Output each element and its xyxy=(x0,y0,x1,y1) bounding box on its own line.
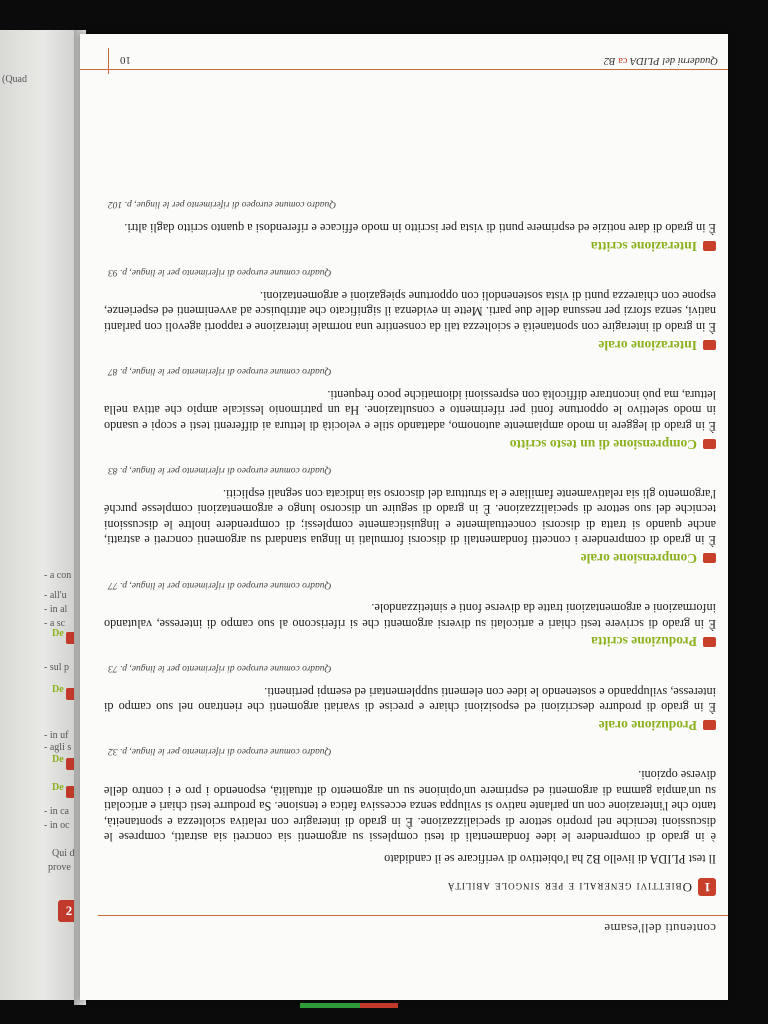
page-content xyxy=(104,186,716,906)
left-page-running-header: (Quad xyxy=(2,74,27,85)
bullet-square-icon xyxy=(703,553,716,563)
citation: Quadro comune europeo di riferimento per le lingue, p. 83 xyxy=(108,465,332,476)
left-page-fragment: - in ca xyxy=(44,806,69,817)
skill-heading-produzione-orale: Produzione orale xyxy=(104,717,716,733)
left-page-fragment: - in uf xyxy=(44,730,69,741)
skill-text: È in grado di dare notizie ed esprimere punti di vista per iscritto in modo efficace e riferendosi a quanto scritto dagli altri. xyxy=(124,221,716,235)
left-page-fragment: Qui d xyxy=(52,848,75,859)
running-header: contenuti dell'esame xyxy=(604,921,716,936)
page-footer xyxy=(80,40,728,70)
skill-heading-produzione-scritta: Produzione scritta xyxy=(104,634,716,650)
bullet-square-icon xyxy=(703,241,716,251)
footer-divider xyxy=(108,48,109,74)
skill-text: È in grado di comprendere i concetti fondamentali di discorsi formulati in lingua standard su argomenti concreti e astratti, anche quando si tratta di discorsi concettualmente e linguisticamente complessi; di comprendere inoltre le discussioni tecniche del suo settore di specializzazione. È in grado di seguire un discorso lungo e argomentazioni complesse purché l'argomento gli sia relativamente familiare e la struttura del discorso sia indicata con segnali espliciti. xyxy=(104,486,716,548)
lead-paragraph: è in grado di comprendere le idee fondamentali di testi complessi su argomenti sia concreti sia astratti, comprese le discussioni tecniche nel proprio settore di specializzazione. È in grado di interagire con relativa scioltezza e spontaneità, tanto che l'interazione con un parlante nativo si sviluppa senza eccessiva fatica e tensione. Sa produrre testi chiari e articolati su un'ampia gamma di argomenti ed esprimere un'opinione su un argomento di attualità, esponendo i pro e i contro delle diverse opzioni. xyxy=(104,768,716,845)
green-edge xyxy=(300,1003,360,1008)
book-edge-colored-strip xyxy=(300,1003,398,1008)
red-edge xyxy=(360,1003,398,1008)
document-page xyxy=(80,34,728,1000)
skill-text: È in grado di interagire con spontaneità e scioltezza tali da consentire una normale interazione e rapporti agevoli con parlanti nativi, senza sforzi per nessuna delle due parti. Mette in evidenza il significato che attribuisce ad avvenimenti ed esperienze, espone con chiarezza punti di vista sostenendoli con opportune spiegazioni e argomentazioni. xyxy=(104,288,716,334)
left-page-marker-label: De xyxy=(52,628,64,639)
citation: Quadro comune europeo di riferimento per le lingue, p. 73 xyxy=(108,663,332,674)
citation: Quadro comune europeo di riferimento per le lingue, p. 93 xyxy=(108,267,332,278)
left-page-fragment: - sul p xyxy=(44,662,69,673)
citation: Quadro comune europeo di riferimento per le lingue, p. 32 xyxy=(108,746,332,757)
bullet-square-icon xyxy=(703,439,716,449)
left-page-fragment: - agli s xyxy=(44,742,72,753)
left-page-fragment: - in oc xyxy=(44,820,70,831)
skill-heading-comprensione-orale: Comprensione orale xyxy=(104,551,716,567)
left-page-fragment: - a sc xyxy=(44,618,66,629)
left-facing-page xyxy=(0,30,78,1000)
section-number-badge: 1 xyxy=(698,878,716,896)
citation: Quadro comune europeo di riferimento per le lingue, p. 102 xyxy=(108,199,337,210)
bullet-square-icon xyxy=(703,637,716,647)
bullet-square-icon xyxy=(703,340,716,350)
footer-publication-title: Quaderni del PLIDA ca B2 xyxy=(603,55,718,66)
section-heading xyxy=(104,878,716,896)
left-page-fragment: - a con xyxy=(44,570,72,581)
skill-text: È in grado di produrre descrizioni ed esposizioni chiare e precise di svariati argomenti che rientrano nel suo campo di interesse, sviluppando e sostenendo le idee con elementi supplementari ed esempi pertinenti. xyxy=(104,684,716,715)
bullet-square-icon xyxy=(703,720,716,730)
left-page-section-number: 2 xyxy=(58,900,78,922)
skill-heading-comprensione-testo-scritto: Comprensione di un testo scritto xyxy=(104,436,716,452)
left-page-marker-label: De xyxy=(52,782,64,793)
left-page-fragment: prove xyxy=(48,862,71,873)
left-page-marker-label: De xyxy=(52,684,64,695)
footer-title-mark: ca xyxy=(618,55,628,66)
skill-text: È in grado di leggere in modo ampiamente autonomo, adattando stile e velocità di lettura ai differenti testi e scopi e usando in modo selettivo le opportune fonti per riferimento e consultazione. Ha un patrimonio lessicale ampio che attiva nella lettura, ma può incontrare difficoltà con espressioni idiomatiche poco frequenti. xyxy=(104,387,716,433)
page-number: 10 xyxy=(120,54,131,66)
intro-text: Il test PLIDA di livello B2 ha l'obiettivo di verificare se il candidato xyxy=(384,852,716,866)
left-page-fragment: - all'u xyxy=(44,590,67,601)
skill-heading-interazione-orale: Interazione orale xyxy=(104,337,716,353)
section-title: Obiettivi generali e per singole abilità xyxy=(446,879,692,895)
left-page-fragment: - in al xyxy=(44,604,68,615)
citation: Quadro comune europeo di riferimento per le lingue, p. 87 xyxy=(108,366,332,377)
skill-heading-interazione-scritta: Interazione scritta xyxy=(104,238,716,254)
header-rule xyxy=(98,915,728,916)
citation: Quadro comune europeo di riferimento per le lingue, p. 77 xyxy=(108,579,332,590)
footer-rule xyxy=(80,69,728,70)
left-page-marker-label: De xyxy=(52,754,64,765)
skill-text: È in grado di scrivere testi chiari e articolati su diversi argomenti che si riferiscono al suo campo di interesse, valutando informazioni e argomentazioni tratte da diverse fonti e sintetizzandole. xyxy=(104,601,716,631)
